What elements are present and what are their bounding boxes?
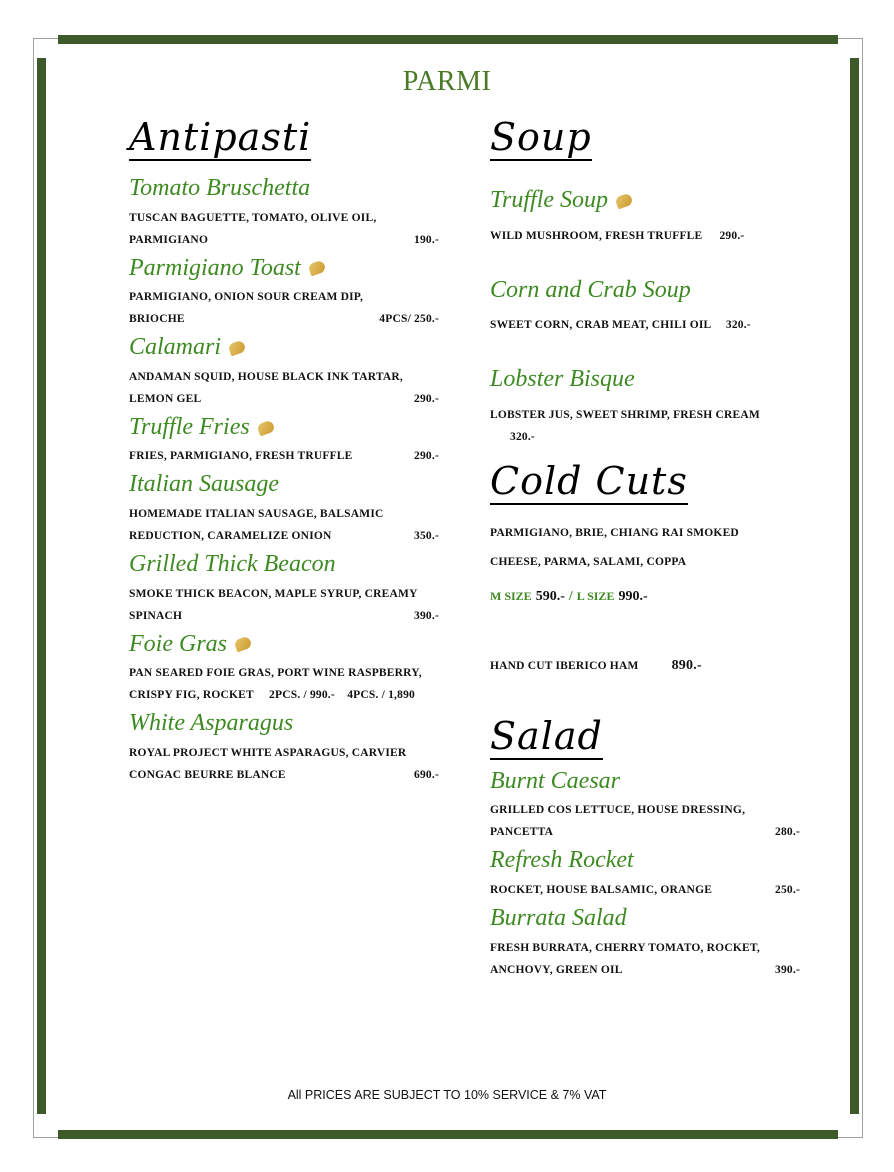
item-desc-row xyxy=(129,388,439,410)
menu-item xyxy=(129,175,439,251)
frame-bottom-bar xyxy=(58,1130,838,1139)
item-desc: SMOKE THICK BEACON, MAPLE SYRUP, CREAMY xyxy=(129,587,418,600)
menu-item xyxy=(490,847,800,901)
item-price: 290.- xyxy=(719,229,745,242)
item-name xyxy=(129,334,439,362)
frame-right-bar xyxy=(850,58,859,1114)
item-name xyxy=(129,255,439,283)
item-price: 4PCS/ 250.- xyxy=(379,313,439,326)
item-price: 390.- xyxy=(775,963,800,976)
item-desc: SPINACH xyxy=(129,609,183,622)
item-name: White Asparagus xyxy=(129,710,294,737)
item-desc-row xyxy=(129,605,439,627)
item-desc-row xyxy=(129,308,439,330)
item-desc: WILD MUSHROOM, FRESH TRUFFLE xyxy=(490,229,703,242)
item-desc: REDUCTION, CARAMELIZE ONION xyxy=(129,529,332,542)
item-desc-row xyxy=(490,225,800,247)
item-name-text: Truffle Soup xyxy=(490,187,609,213)
item-name xyxy=(129,631,439,659)
item-name xyxy=(129,414,439,442)
item-desc: SWEET CORN, CRAB MEAT, CHILI OIL xyxy=(490,319,711,332)
item-desc: PANCETTA xyxy=(490,826,554,839)
restaurant-title: PARMI xyxy=(402,66,492,97)
shrimp-icon xyxy=(614,192,633,209)
item-desc-row xyxy=(490,314,800,336)
item-desc: LEMON GEL xyxy=(129,392,202,405)
item-desc: CHEESE, PARMA, SALAMI, COPPA xyxy=(490,555,687,568)
menu-item xyxy=(490,768,800,844)
item-name-text: Foie Gras xyxy=(129,630,227,657)
item-price: 290.- xyxy=(414,392,439,405)
item-name: Corn and Crab Soup xyxy=(490,276,691,303)
menu-item xyxy=(129,414,439,468)
item-desc: ANCHOVY, GREEN OIL xyxy=(490,963,623,976)
menu-item xyxy=(490,366,800,448)
item-desc-row xyxy=(490,821,800,843)
menu-item xyxy=(129,710,439,786)
size-label: L SIZE xyxy=(576,588,615,603)
right-column xyxy=(490,115,800,981)
size-separator: / xyxy=(568,588,573,604)
item-price: 690.- xyxy=(414,768,439,781)
item-desc-row xyxy=(490,879,800,901)
item-price: 390.- xyxy=(414,609,439,622)
menu-item xyxy=(129,471,439,547)
shrimp-icon xyxy=(307,260,326,277)
item-desc: CONGAC BEURRE BLANCE xyxy=(129,768,286,781)
menu-item xyxy=(129,255,439,331)
item-price: 890.- xyxy=(671,657,702,673)
item-price: 250.- xyxy=(775,883,800,896)
item-name: Italian Sausage xyxy=(129,471,279,498)
item-desc: FRESH BURRATA, CHERRY TOMATO, ROCKET, xyxy=(490,941,760,954)
item-desc: PARMIGIANO, BRIE, CHIANG RAI SMOKED xyxy=(490,526,739,539)
item-desc: PAN SEARED FOIE GRAS, PORT WINE RASPBERRY, xyxy=(129,667,422,680)
size-price: 590.- xyxy=(535,588,565,604)
item-price: 350.- xyxy=(414,529,439,542)
item-desc: BRIOCHE xyxy=(129,313,185,326)
item-desc: HOMEMADE ITALIAN SAUSAGE, BALSAMIC xyxy=(129,507,384,520)
item-desc-row xyxy=(129,525,439,547)
item-name-text: Calamari xyxy=(129,334,222,361)
section-soup: Soup xyxy=(490,115,592,159)
frame-left-bar xyxy=(37,58,46,1114)
service-charge-note: All PRICES ARE SUBJECT TO 10% SERVICE & 7% VAT xyxy=(287,1088,607,1102)
section-cold-cuts: Cold Cuts xyxy=(490,458,688,503)
item-price: 290.- xyxy=(414,450,439,463)
item-desc: CRISPY FIG, ROCKET 2PCS. / 990.- 4PCS. / 1,890 xyxy=(129,689,415,702)
menu-item xyxy=(490,277,800,337)
item-desc: ROCKET, HOUSE BALSAMIC, ORANGE xyxy=(490,883,713,896)
item-name: Refresh Rocket xyxy=(490,847,634,874)
frame-top-bar xyxy=(58,35,838,44)
menu-item xyxy=(129,334,439,410)
item-desc-row xyxy=(490,959,800,981)
section-salad: Salad xyxy=(490,713,603,758)
item-price: 320.- xyxy=(510,430,535,443)
item-name: Lobster Bisque xyxy=(490,366,635,393)
item-price: 280.- xyxy=(775,826,800,839)
item-desc: PARMIGIANO xyxy=(129,233,209,246)
item-name-text: Parmigiano Toast xyxy=(129,254,301,281)
cold-cuts-block xyxy=(490,519,800,677)
antipasti-column xyxy=(129,115,439,786)
section-antipasti: Antipasti xyxy=(129,115,312,159)
item-desc-row xyxy=(490,655,800,677)
size-price-row xyxy=(490,587,800,605)
item-desc: FRIES, PARMIGIANO, FRESH TRUFFLE xyxy=(129,450,353,463)
menu-item xyxy=(490,187,800,247)
item-desc: PARMIGIANO, ONION SOUR CREAM DIP, xyxy=(129,291,364,304)
shrimp-icon xyxy=(233,636,252,653)
item-desc: ROYAL PROJECT WHITE ASPARAGUS, CARVIER xyxy=(129,746,407,759)
shrimp-icon xyxy=(227,340,246,357)
size-price: 990.- xyxy=(618,588,648,604)
item-name: Grilled Thick Beacon xyxy=(129,550,336,577)
item-desc-row xyxy=(129,445,439,467)
item-name: Burnt Caesar xyxy=(490,767,621,794)
item-price: 190.- xyxy=(414,233,439,246)
item-desc-row xyxy=(490,404,800,448)
menu-item xyxy=(129,631,439,707)
item-desc: ANDAMAN SQUID, HOUSE BLACK INK TARTAR, xyxy=(129,370,403,383)
item-desc: HAND CUT IBERICO HAM xyxy=(490,659,639,672)
item-desc: TUSCAN BAGUETTE, TOMATO, OLIVE OIL, xyxy=(129,211,377,224)
menu-item xyxy=(490,905,800,981)
item-name xyxy=(490,187,800,215)
item-name: Tomato Bruschetta xyxy=(129,175,311,201)
item-desc: GRILLED COS LETTUCE, HOUSE DRESSING, xyxy=(490,804,746,817)
item-desc: LOBSTER JUS, SWEET SHRIMP, FRESH CREAM xyxy=(490,408,760,421)
item-name: Burrata Salad xyxy=(490,904,627,931)
size-label: M SIZE xyxy=(490,588,532,603)
item-price: 320.- xyxy=(725,319,751,332)
menu-item xyxy=(129,551,439,627)
item-desc-row xyxy=(129,764,439,786)
item-desc-row xyxy=(129,229,439,251)
shrimp-icon xyxy=(256,419,275,436)
item-name-text: Truffle Fries xyxy=(129,413,250,440)
